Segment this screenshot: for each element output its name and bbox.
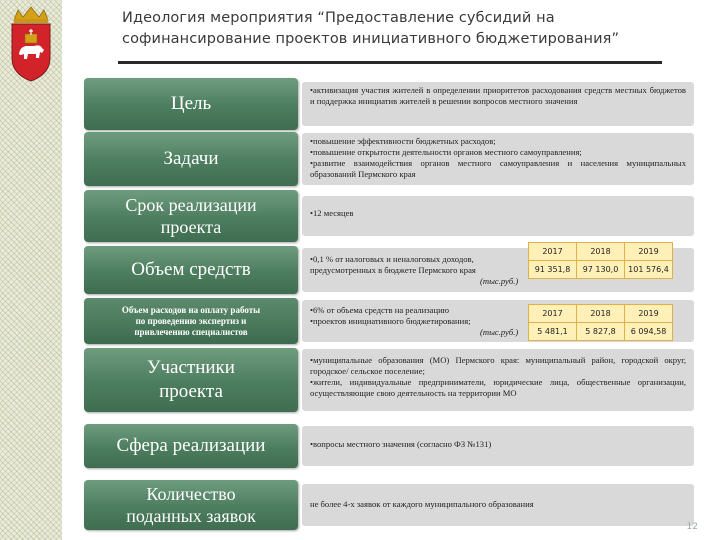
content-duration — [302, 196, 694, 236]
tasks-line-2: •повышение открытости деятельности органов местного самоуправления; — [310, 147, 582, 157]
expenses-table — [528, 304, 673, 341]
funding-year-2019: 2019 — [625, 243, 673, 261]
funding-value-2017: 91 351,8 — [529, 261, 577, 279]
title-divider — [118, 61, 662, 64]
expenses-year-2017: 2017 — [529, 305, 577, 323]
label-applications-line-2: поданных заявок — [126, 506, 256, 526]
participants-line-1: •муниципальные образования (МО) Пермского края: муниципальный район, городской округ, городское/ сельское поселение; — [310, 355, 686, 376]
expenses-value-2018: 5 827,8 — [577, 323, 625, 341]
label-participants-line-1: Участники — [147, 357, 235, 378]
applications-text: не более 4-х заявок от каждого муниципального образования — [310, 499, 534, 509]
funding-year-2018: 2018 — [577, 243, 625, 261]
row-scope — [84, 424, 696, 468]
label-goal — [84, 78, 298, 130]
funding-unit: (тыс.руб.) — [480, 276, 519, 286]
expenses-year-2019: 2019 — [625, 305, 673, 323]
row-expenses — [84, 298, 696, 344]
participants-line-2: •жители, индивидуальные предприниматели, юридические лица, общественные организации, осуществляющие свою деятельность на территории МО — [310, 377, 686, 398]
row-funding — [84, 246, 696, 294]
content-goal — [302, 82, 694, 126]
label-applications — [84, 480, 298, 530]
label-goal-text: Цель — [170, 93, 212, 114]
page-title — [122, 8, 682, 50]
label-duration — [84, 190, 298, 242]
row-duration — [84, 190, 696, 242]
label-participants-line-2: проекта — [159, 381, 223, 402]
label-tasks-text: Задачи — [163, 148, 219, 169]
content-applications — [302, 484, 694, 526]
title-line-1: Идеология мероприятия “Предоставление субсидий на — [122, 10, 555, 26]
label-tasks — [84, 132, 298, 186]
expenses-value-2017: 5 481,1 — [529, 323, 577, 341]
label-participants — [84, 348, 298, 412]
label-scope — [84, 424, 298, 468]
expenses-unit: (тыс.руб.) — [480, 327, 519, 337]
row-tasks — [84, 132, 696, 186]
funding-line-2: предусмотренных в бюджете Пермского края — [310, 265, 476, 275]
label-scope-text: Сфера реализации — [116, 435, 266, 456]
goal-text: •активизация участия жителей в определении приоритетов расходования средств местных бюджетов и поддержка инициатив жителей в решении вопросов местного значения — [310, 85, 686, 106]
label-expenses — [84, 298, 298, 344]
funding-value-2018: 97 130,0 — [577, 261, 625, 279]
coat-of-arms-icon — [8, 4, 54, 84]
content-tasks — [302, 133, 694, 185]
funding-year-2017: 2017 — [529, 243, 577, 261]
label-duration-line-1: Срок реализации — [125, 195, 257, 215]
row-applications — [84, 480, 696, 530]
label-applications-line-1: Количество — [146, 484, 236, 504]
funding-line-1: •0,1 % от налоговых и неналоговых доходов, — [310, 254, 474, 264]
row-participants — [84, 348, 696, 412]
label-funding-text: Объем средств — [131, 259, 251, 280]
expenses-year-2018: 2018 — [577, 305, 625, 323]
tasks-line-3: •развитие взаимодействия органов местного самоуправления и населения муниципальных образований Пермского края — [310, 158, 686, 179]
content-participants — [302, 349, 694, 411]
content-scope — [302, 426, 694, 466]
expenses-line-1: •6% от объема средств на реализацию — [310, 305, 450, 315]
expenses-value-2019: 6 094,58 — [625, 323, 673, 341]
title-line-2: софинансирование проектов инициативного бюджетирования” — [122, 31, 620, 47]
tasks-line-1: •повышение эффективности бюджетных расходов; — [310, 136, 496, 146]
label-expenses-line-1: Объем расходов на оплату работы — [121, 304, 261, 315]
label-funding — [84, 246, 298, 294]
page-number: 12 — [686, 522, 698, 532]
funding-table — [528, 242, 673, 279]
label-expenses-line-2: по проведению экспертиз и — [135, 315, 247, 326]
scope-text: •вопросы местного значения (согласно ФЗ №131) — [310, 439, 492, 449]
label-duration-line-2: проекта — [160, 217, 222, 237]
label-expenses-line-3: привлечению специалистов — [134, 326, 248, 337]
funding-value-2019: 101 576,4 — [625, 261, 673, 279]
row-goal — [84, 78, 696, 130]
expenses-line-2: •проектов инициативного бюджетирования; — [310, 316, 471, 326]
duration-text: •12 месяцев — [310, 208, 354, 218]
